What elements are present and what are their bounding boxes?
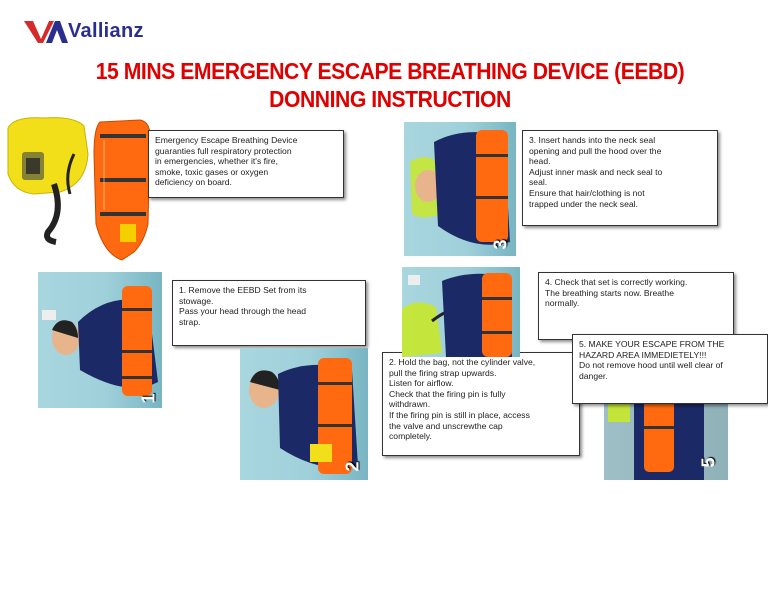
- step-line: opening and pull the hood over the: [529, 145, 662, 156]
- intro-line: guaranties full respiratory protection: [155, 145, 292, 156]
- intro-text-box: [148, 130, 344, 198]
- step-1-text-box: [172, 280, 366, 346]
- step-line: Ensure that hair/clothing is not: [529, 187, 645, 198]
- step-line: The breathing starts now. Breathe: [545, 287, 674, 298]
- eebd-device-illustration: [4, 114, 156, 264]
- step-3-text-box: [522, 130, 718, 226]
- step-line: 3. Insert hands into the neck seal: [529, 135, 656, 145]
- step-line: 5. MAKE YOUR ESCAPE FROM THE: [579, 339, 725, 349]
- step-line: 4. Check that set is correctly working.: [545, 277, 688, 287]
- step-4-photo: [402, 267, 520, 357]
- brand-name: Vallianz: [68, 20, 144, 42]
- page-title: 15 MINS EMERGENCY ESCAPE BREATHING DEVICE (EEBD): [95, 58, 685, 84]
- step-line: 1. Remove the EEBD Set from its: [179, 285, 307, 295]
- step-number: 5: [698, 457, 719, 468]
- page-subtitle: DONNING INSTRUCTION: [269, 86, 511, 112]
- step-line: strap.: [179, 316, 201, 327]
- step-line: completely.: [389, 431, 432, 442]
- step-line: pull the firing strap upwards.: [389, 367, 497, 378]
- step-4-text-box: [538, 272, 734, 340]
- step-line: Do not remove hood until well clear of: [579, 360, 723, 371]
- step-line: the valve and unscrewthe cap: [389, 420, 503, 431]
- step-line: If the firing pin is still in place, access: [389, 409, 530, 420]
- eebd-device-icon: [4, 114, 156, 264]
- step-2-text-box: [382, 352, 580, 456]
- step-2-photo: [240, 348, 368, 480]
- step-5-photo: [604, 400, 728, 480]
- step-line: Listen for airflow.: [389, 378, 454, 389]
- step-line: Adjust inner mask and neck seal to: [529, 166, 663, 177]
- step-line: seal.: [529, 177, 548, 188]
- step-3-photo: [404, 122, 516, 256]
- step-5-photo-icon: [604, 400, 728, 480]
- step-5-text-box: [572, 334, 768, 404]
- step-line: Check that the firing pin is fully: [389, 388, 506, 399]
- step-number: 3: [490, 239, 511, 250]
- step-line: normally.: [545, 298, 580, 309]
- step-number: 1: [138, 393, 159, 404]
- brand-logo: [24, 18, 174, 46]
- intro-line: deficiency on board.: [155, 177, 232, 188]
- step-line: head.: [529, 156, 551, 167]
- step-number: 2: [342, 461, 363, 472]
- step-line: Pass your head through the head: [179, 306, 307, 317]
- step-line: 2. Hold the bag, not the cylinder valve,: [389, 357, 536, 367]
- step-line: stowage.: [179, 295, 214, 306]
- step-1-photo-icon: [38, 272, 162, 408]
- step-2-photo-icon: [240, 348, 368, 480]
- step-3-photo-icon: [404, 122, 516, 256]
- intro-line: in emergencies, whether it's fire,: [155, 156, 278, 167]
- intro-line: Emergency Escape Breathing Device: [155, 135, 298, 145]
- intro-line: smoke, toxic gases or oxygen: [155, 166, 269, 177]
- step-1-photo: [38, 272, 162, 408]
- step-4-photo-icon: [402, 267, 520, 357]
- step-line: withdrawn.: [389, 399, 431, 410]
- vallianz-logo-icon: [24, 18, 68, 44]
- step-line: trapped under the neck seal.: [529, 198, 638, 209]
- step-line: HAZARD AREA IMMEDIETELY!!!: [579, 349, 707, 360]
- step-line: danger.: [579, 370, 608, 381]
